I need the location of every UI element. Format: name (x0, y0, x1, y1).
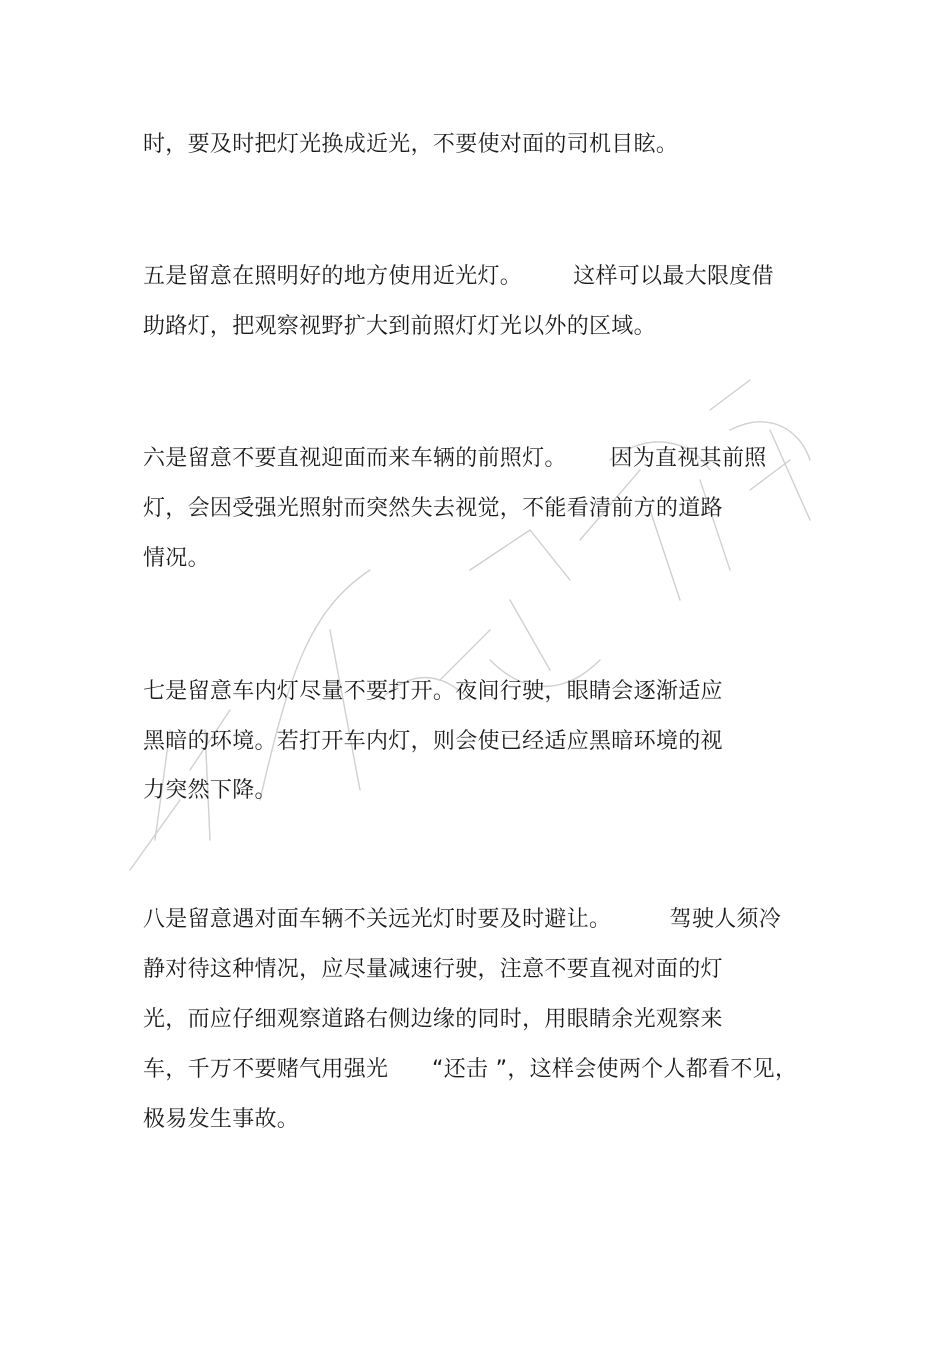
text-line: 六是留意不要直视迎面而来车辆的前照灯。 因为直视其前照 (143, 446, 767, 471)
text-line: 力突然下降。 (143, 778, 277, 803)
text-line: 静对待这种情况，应尽量减速行驶，注意不要直视对面的灯 (143, 957, 723, 982)
text-line: 助路灯，把观察视野扩大到前照灯灯光以外的区域。 (143, 314, 656, 339)
text-line: 极易发生事故。 (143, 1107, 300, 1132)
text-line: 车，千万不要赌气用强光 “还击 ”，这样会使两个人都看不见， (143, 1057, 798, 1082)
text-line: 七是留意车内灯尽量不要打开。夜间行驶，眼睛会逐渐适应 (143, 679, 723, 704)
text-line: 时，要及时把灯光换成近光，不要使对面的司机目眩。 (143, 132, 679, 157)
text-line: 黑暗的环境。若打开车内灯，则会使已经适应黑暗环境的视 (143, 729, 723, 754)
text-line: 五是留意在照明好的地方使用近光灯。 这样可以最大限度借 (143, 264, 774, 289)
text-line: 灯，会因受强光照射而突然失去视觉，不能看清前方的道路 (143, 496, 723, 521)
text-line: 情况。 (143, 546, 210, 571)
text-line: 八是留意遇对面车辆不关远光灯时要及时避让。 驾驶人须冷 (143, 907, 782, 932)
text-line: 光，而应仔细观察道路右侧边缘的同时，用眼睛余光观察来 (143, 1007, 723, 1032)
